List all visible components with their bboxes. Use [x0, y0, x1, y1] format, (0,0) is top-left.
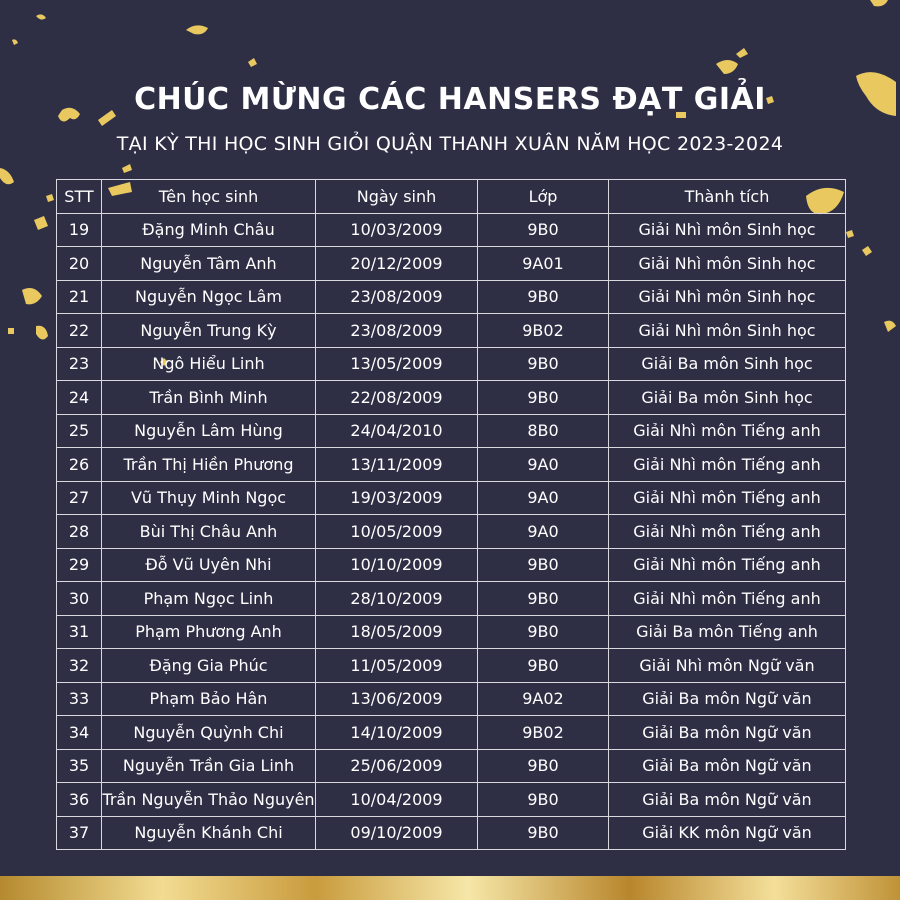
cell-class: 9A02: [478, 682, 609, 716]
cell-student-name: Vũ Thụy Minh Ngọc: [102, 481, 316, 515]
cell-student-name: Bùi Thị Châu Anh: [102, 515, 316, 549]
cell-stt: 28: [57, 515, 102, 549]
cell-stt: 26: [57, 448, 102, 482]
column-header-birthdate: Ngày sinh: [316, 180, 478, 214]
cell-birthdate: 28/10/2009: [316, 582, 478, 616]
cell-achievement: Giải Nhì môn Sinh học: [609, 213, 846, 247]
cell-student-name: Nguyễn Trung Kỳ: [102, 314, 316, 348]
column-header-name: Tên học sinh: [102, 180, 316, 214]
table-row: [57, 414, 846, 448]
cell-achievement: Giải Nhì môn Sinh học: [609, 314, 846, 348]
cell-student-name: Trần Nguyễn Thảo Nguyên: [102, 783, 316, 817]
table-header-row: [57, 180, 846, 214]
table-row: [57, 548, 846, 582]
cell-achievement: Giải Ba môn Ngữ văn: [609, 716, 846, 750]
cell-stt: 23: [57, 347, 102, 381]
table-row: [57, 213, 846, 247]
cell-class: 9B0: [478, 347, 609, 381]
cell-birthdate: 23/08/2009: [316, 314, 478, 348]
cell-stt: 29: [57, 548, 102, 582]
table-row: [57, 481, 846, 515]
cell-birthdate: 10/03/2009: [316, 213, 478, 247]
cell-class: 9B0: [478, 582, 609, 616]
cell-birthdate: 13/06/2009: [316, 682, 478, 716]
cell-birthdate: 09/10/2009: [316, 816, 478, 850]
cell-achievement: Giải Nhì môn Tiếng anh: [609, 548, 846, 582]
table-body: [57, 213, 846, 850]
cell-class: 9B0: [478, 213, 609, 247]
table-row: [57, 582, 846, 616]
page-subtitle: TẠI KỲ THI HỌC SINH GIỎI QUẬN THANH XUÂN NĂM HỌC 2023-2024: [116, 133, 784, 155]
column-header-class: Lớp: [478, 180, 609, 214]
cell-class: 9A0: [478, 515, 609, 549]
cell-birthdate: 20/12/2009: [316, 247, 478, 281]
cell-stt: 34: [57, 716, 102, 750]
cell-stt: 25: [57, 414, 102, 448]
cell-student-name: Phạm Ngọc Linh: [102, 582, 316, 616]
cell-birthdate: 24/04/2010: [316, 414, 478, 448]
cell-achievement: Giải Ba môn Ngữ văn: [609, 749, 846, 783]
cell-birthdate: 14/10/2009: [316, 716, 478, 750]
cell-student-name: Nguyễn Ngọc Lâm: [102, 280, 316, 314]
cell-student-name: Đặng Gia Phúc: [102, 649, 316, 683]
page-title: CHÚC MỪNG CÁC HANSERS ĐẠT GIẢI: [134, 82, 766, 117]
cell-student-name: Nguyễn Khánh Chi: [102, 816, 316, 850]
cell-class: 9B0: [478, 615, 609, 649]
cell-achievement: Giải Nhì môn Sinh học: [609, 247, 846, 281]
cell-student-name: Nguyễn Lâm Hùng: [102, 414, 316, 448]
cell-class: 9A0: [478, 448, 609, 482]
cell-stt: 37: [57, 816, 102, 850]
cell-class: 9B0: [478, 548, 609, 582]
cell-birthdate: 13/05/2009: [316, 347, 478, 381]
table-row: [57, 448, 846, 482]
cell-class: 9A0: [478, 481, 609, 515]
cell-class: 9B0: [478, 280, 609, 314]
gold-footer-bar: [0, 876, 900, 900]
cell-birthdate: 18/05/2009: [316, 615, 478, 649]
cell-birthdate: 10/05/2009: [316, 515, 478, 549]
cell-achievement: Giải Nhì môn Tiếng anh: [609, 414, 846, 448]
cell-student-name: Trần Bình Minh: [102, 381, 316, 415]
table-row: [57, 649, 846, 683]
cell-stt: 21: [57, 280, 102, 314]
cell-class: 9B0: [478, 816, 609, 850]
cell-birthdate: 10/04/2009: [316, 783, 478, 817]
table-row: [57, 314, 846, 348]
cell-student-name: Phạm Bảo Hân: [102, 682, 316, 716]
cell-birthdate: 13/11/2009: [316, 448, 478, 482]
cell-student-name: Phạm Phương Anh: [102, 615, 316, 649]
results-table: [56, 179, 846, 850]
cell-birthdate: 22/08/2009: [316, 381, 478, 415]
cell-birthdate: 11/05/2009: [316, 649, 478, 683]
table-row: [57, 247, 846, 281]
table-row: [57, 280, 846, 314]
cell-student-name: Nguyễn Trần Gia Linh: [102, 749, 316, 783]
table-row: [57, 716, 846, 750]
cell-birthdate: 19/03/2009: [316, 481, 478, 515]
cell-stt: 20: [57, 247, 102, 281]
cell-achievement: Giải Ba môn Sinh học: [609, 381, 846, 415]
cell-birthdate: 23/08/2009: [316, 280, 478, 314]
cell-stt: 22: [57, 314, 102, 348]
cell-birthdate: 10/10/2009: [316, 548, 478, 582]
cell-class: 9B0: [478, 783, 609, 817]
cell-achievement: Giải Nhì môn Tiếng anh: [609, 582, 846, 616]
cell-stt: 31: [57, 615, 102, 649]
cell-achievement: Giải Nhì môn Tiếng anh: [609, 515, 846, 549]
cell-class: 9B02: [478, 314, 609, 348]
cell-achievement: Giải Nhì môn Sinh học: [609, 280, 846, 314]
table-row: [57, 381, 846, 415]
cell-stt: 33: [57, 682, 102, 716]
cell-class: 9B02: [478, 716, 609, 750]
cell-student-name: Trần Thị Hiền Phương: [102, 448, 316, 482]
cell-student-name: Đặng Minh Châu: [102, 213, 316, 247]
cell-stt: 36: [57, 783, 102, 817]
table-row: [57, 682, 846, 716]
column-header-stt: STT: [57, 180, 102, 214]
table-row: [57, 783, 846, 817]
cell-stt: 19: [57, 213, 102, 247]
table-row: [57, 816, 846, 850]
cell-achievement: Giải Ba môn Tiếng anh: [609, 615, 846, 649]
cell-class: 9A01: [478, 247, 609, 281]
column-header-achievement: Thành tích: [609, 180, 846, 214]
cell-achievement: Giải Nhì môn Ngữ văn: [609, 649, 846, 683]
cell-achievement: Giải Nhì môn Tiếng anh: [609, 481, 846, 515]
table-row: [57, 749, 846, 783]
cell-student-name: Đỗ Vũ Uyên Nhi: [102, 548, 316, 582]
cell-achievement: Giải Ba môn Ngữ văn: [609, 783, 846, 817]
cell-achievement: Giải Ba môn Sinh học: [609, 347, 846, 381]
cell-class: 8B0: [478, 414, 609, 448]
cell-class: 9B0: [478, 749, 609, 783]
cell-student-name: Nguyễn Quỳnh Chi: [102, 716, 316, 750]
cell-birthdate: 25/06/2009: [316, 749, 478, 783]
cell-achievement: Giải KK môn Ngữ văn: [609, 816, 846, 850]
cell-stt: 35: [57, 749, 102, 783]
cell-stt: 27: [57, 481, 102, 515]
cell-stt: 24: [57, 381, 102, 415]
cell-class: 9B0: [478, 381, 609, 415]
cell-class: 9B0: [478, 649, 609, 683]
table-row: [57, 347, 846, 381]
cell-achievement: Giải Nhì môn Tiếng anh: [609, 448, 846, 482]
cell-stt: 30: [57, 582, 102, 616]
cell-student-name: Ngô Hiểu Linh: [102, 347, 316, 381]
table-row: [57, 515, 846, 549]
cell-achievement: Giải Ba môn Ngữ văn: [609, 682, 846, 716]
cell-stt: 32: [57, 649, 102, 683]
cell-student-name: Nguyễn Tâm Anh: [102, 247, 316, 281]
table-row: [57, 615, 846, 649]
